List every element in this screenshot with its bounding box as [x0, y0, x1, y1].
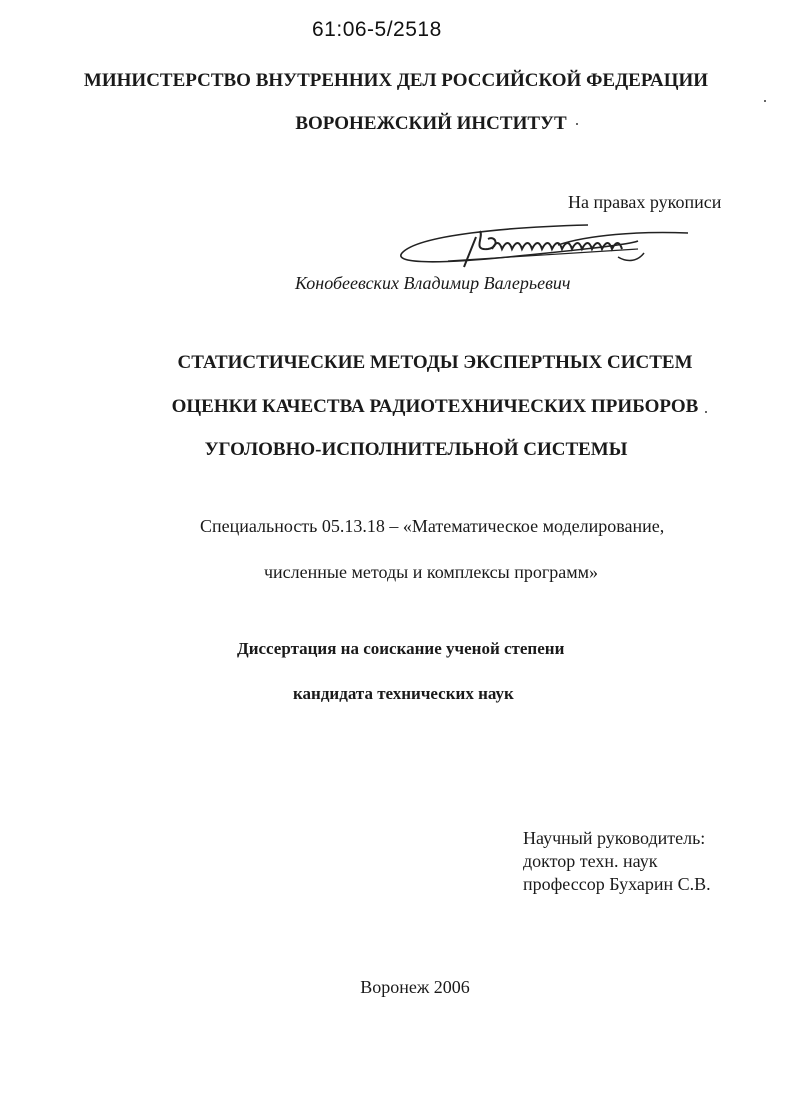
degree-line: Диссертация на соискание ученой степени [237, 639, 565, 658]
specialty-line: численные методы и комплексы программ» [264, 562, 599, 582]
manuscript-rights-note: На правах рукописи [568, 192, 722, 212]
city-year: Воронеж 2006 [360, 977, 470, 997]
specialty-line: Специальность 05.13.18 – «Математическое моделирование, [200, 516, 665, 536]
supervisor-block [523, 827, 711, 896]
supervisor-line: Научный руководитель: [523, 828, 706, 848]
degree-line: кандидата технических наук [293, 684, 514, 703]
supervisor-line: профессор Бухарин С.В. [523, 874, 711, 894]
supervisor-line: доктор техн. наук [523, 851, 658, 871]
dissertation-title-line: ОЦЕНКИ КАЧЕСТВА РАДИОТЕХНИЧЕСКИХ ПРИБОРОВ [171, 396, 699, 417]
author-name: Конобеевских Владимир Валерьевич [295, 273, 571, 293]
scan-speck [705, 411, 707, 413]
dissertation-title-line: СТАТИСТИЧЕСКИЕ МЕТОДЫ ЭКСПЕРТНЫХ СИСТЕМ [177, 352, 693, 373]
scan-speck [576, 123, 578, 125]
archive-stamp-number: 61:06-5/2518 [312, 18, 442, 41]
institute-heading: ВОРОНЕЖСКИЙ ИНСТИТУТ [295, 113, 567, 134]
scan-speck [764, 100, 766, 102]
ministry-heading: МИНИСТЕРСТВО ВНУТРЕННИХ ДЕЛ РОССИЙСКОЙ ФЕДЕРАЦИИ [83, 70, 709, 91]
dissertation-title-line: УГОЛОВНО-ИСПОЛНИТЕЛЬНОЙ СИСТЕМЫ [204, 439, 628, 460]
